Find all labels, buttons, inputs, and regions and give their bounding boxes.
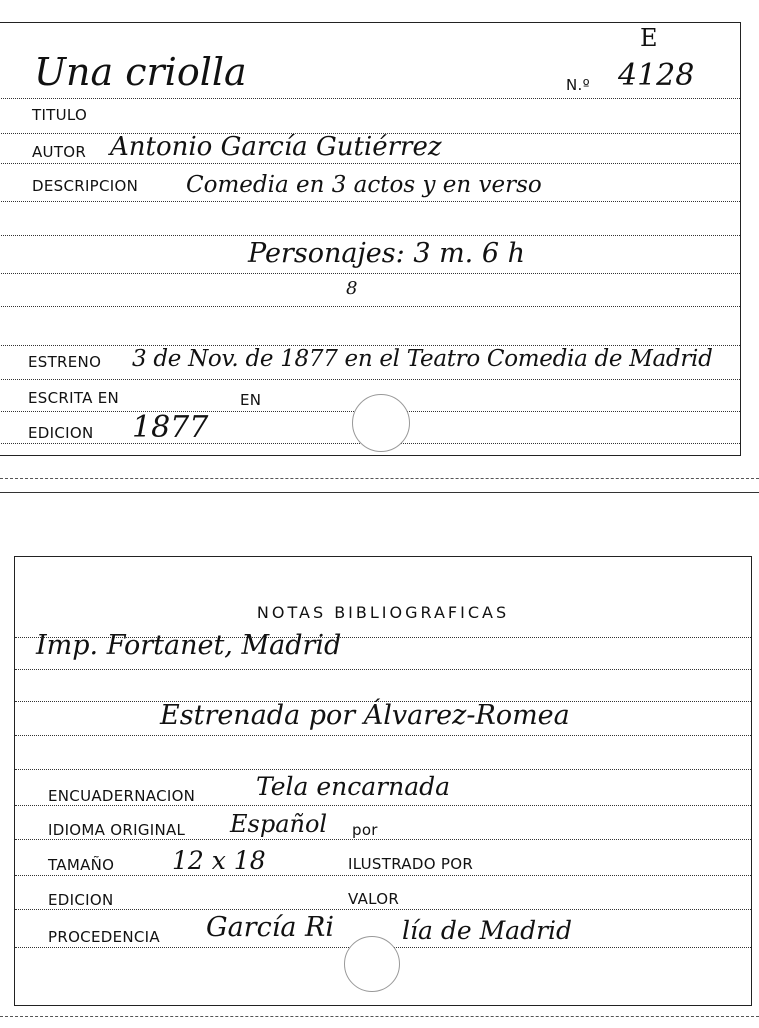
- autor-value: Antonio García Gutiérrez: [110, 132, 442, 162]
- cut-line: [0, 478, 759, 479]
- autor-label: AUTOR: [32, 143, 87, 161]
- ruled-line: [0, 306, 740, 307]
- ruled-line: [0, 235, 740, 236]
- idioma-value: Español: [230, 810, 328, 838]
- personajes-value: Personajes: 3 m. 6 h: [248, 238, 526, 269]
- procedencia-value: García Ri: [206, 912, 334, 943]
- escrita-label: ESCRITA EN: [28, 389, 120, 407]
- note-imprenta: Imp. Fortanet, Madrid: [36, 630, 342, 661]
- procedencia-label: PROCEDENCIA: [48, 928, 160, 946]
- descripcion-value: Comedia en 3 actos y en verso: [186, 172, 542, 198]
- ruled-line: [15, 769, 751, 770]
- procedencia-value-continued: lía de Madrid: [402, 916, 573, 945]
- corner-mark: E: [640, 24, 658, 52]
- por-label: por: [352, 821, 378, 839]
- ruled-line: [0, 379, 740, 380]
- ruled-line: [15, 909, 751, 910]
- note-estrenada: Estrenada por Álvarez-Romea: [160, 700, 570, 731]
- title-value: Una criolla: [34, 50, 247, 94]
- notes-heading: NOTAS BIBLIOGRAFICAS: [256, 603, 510, 622]
- ruled-line: [15, 805, 751, 806]
- tamano-label: TAMAÑO: [48, 856, 115, 874]
- idioma-label: IDIOMA ORIGINAL: [48, 821, 186, 839]
- ruled-line: [15, 839, 751, 840]
- stray-mark: 8: [346, 278, 358, 299]
- edicion-label: EDICION: [28, 424, 94, 442]
- titulo-label: TITULO: [32, 106, 88, 124]
- ruled-line: [15, 669, 751, 670]
- ruled-line: [0, 163, 740, 164]
- edicion-value: 1877: [132, 410, 209, 445]
- ruled-line: [15, 875, 751, 876]
- edicion2-label: EDICION: [48, 891, 114, 909]
- number-label: N.º: [566, 76, 590, 94]
- descripcion-label: DESCRIPCION: [32, 177, 139, 195]
- cut-line: [0, 492, 759, 493]
- tamano-value: 12 x 18: [172, 846, 266, 875]
- estreno-value: 3 de Nov. de 1877 en el Teatro Comedia de Madrid: [132, 346, 713, 372]
- ilustrado-label: ILUSTRADO POR: [348, 855, 474, 873]
- punch-hole: [344, 936, 400, 992]
- punch-hole: [352, 394, 410, 452]
- encuadernacion-value: Tela encarnada: [256, 772, 451, 801]
- ruled-line: [0, 98, 740, 99]
- encuadernacion-label: ENCUADERNACION: [48, 787, 196, 805]
- valor-label: VALOR: [348, 890, 400, 908]
- en-label: EN: [240, 391, 262, 409]
- ruled-line: [0, 273, 740, 274]
- estreno-label: ESTRENO: [28, 353, 102, 371]
- ruled-line: [15, 735, 751, 736]
- cut-line: [0, 1016, 759, 1017]
- ruled-line: [0, 201, 740, 202]
- number-value: 4128: [618, 58, 695, 93]
